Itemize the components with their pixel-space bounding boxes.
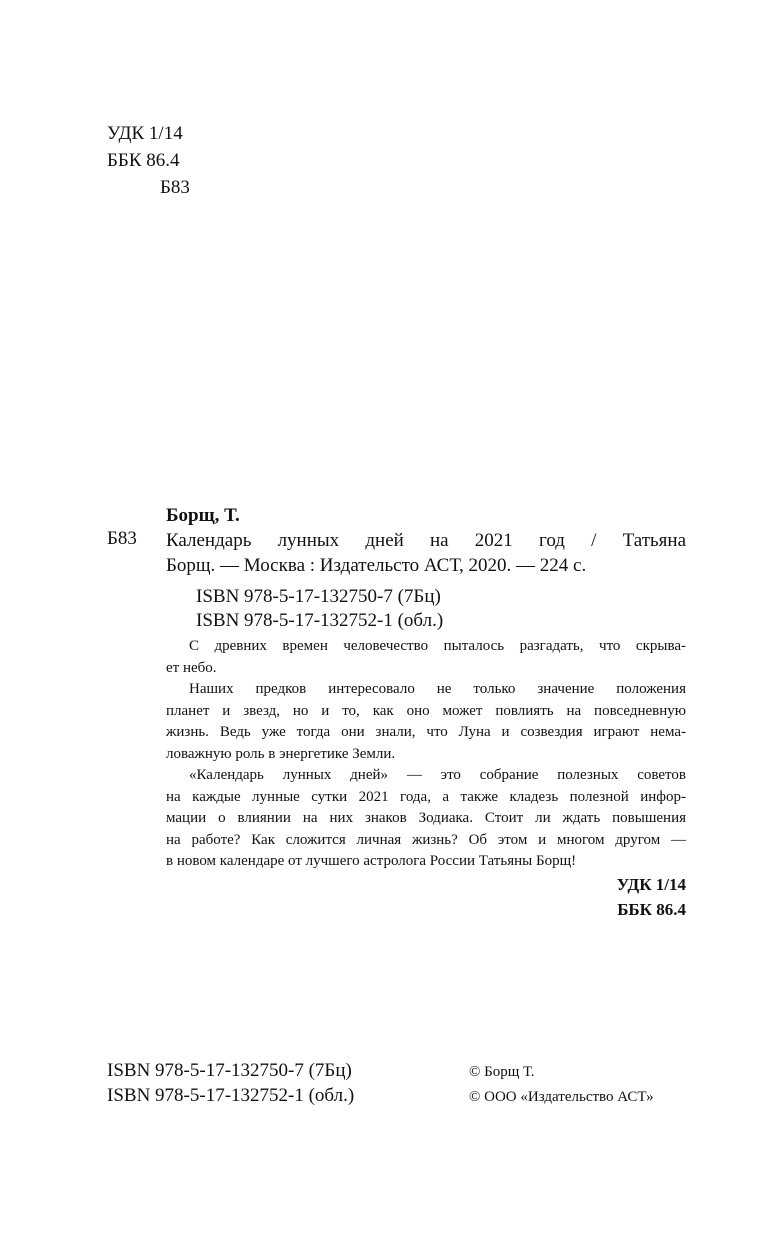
description-line: Календарь лунных дней на 2021 год / Татьяна <box>166 530 686 551</box>
cutter-code: Б83 <box>160 177 190 198</box>
index-codes <box>617 872 686 922</box>
bibliographic-description <box>166 528 686 578</box>
abstract-line: ловажную роль в энергетике Земли. <box>166 745 396 762</box>
classification-codes <box>107 120 190 201</box>
abstract <box>166 636 686 873</box>
abstract-line: мации о влиянии на них знаков Зодиака. Стоит ли ждать повышения <box>166 810 686 826</box>
copyright-author: © Борщ Т. <box>469 1064 535 1080</box>
abstract-line: жизнь. Ведь уже тогда они знали, что Луна и созвездия играют нема- <box>166 724 686 740</box>
description-line: Борщ. — Москва : Издательсто АСТ, 2020. — 224 с. <box>166 555 587 576</box>
footer-isbn-paperback: ISBN 978-5-17-132752-1 (обл.) <box>107 1085 355 1106</box>
abstract-line: на каждые лунные сутки 2021 года, а также кладезь полезной инфор- <box>166 788 686 805</box>
abstract-line: С древних времен человечество пыталось разгадать, что скрыва- <box>189 638 686 654</box>
bbk-index: ББК 86.4 <box>617 900 686 919</box>
udk-code: УДК 1/14 <box>107 123 183 144</box>
author-heading: Борщ, Т. <box>166 505 240 526</box>
abstract-line: планет и звезд, но и то, как оно может повлиять на повседневную <box>166 702 686 719</box>
abstract-line: на работе? Как сложится личная жизнь? Об этом и многом другом — <box>166 831 686 848</box>
isbn-list <box>196 585 443 633</box>
bbk-code: ББК 86.4 <box>107 150 180 171</box>
abstract-line: «Календарь лунных дней» — это собрание полезных советов <box>189 767 686 783</box>
copyright-publisher: © ООО «Издательство АСТ» <box>469 1089 654 1105</box>
copyright-notice <box>469 1060 654 1110</box>
footer-isbn-hardcover: ISBN 978-5-17-132750-7 (7Бц) <box>107 1060 352 1081</box>
udk-index: УДК 1/14 <box>616 875 686 894</box>
abstract-line: в новом календаре от лучшего астролога России Татьяны Борщ! <box>166 853 577 869</box>
footer-isbn <box>107 1058 354 1108</box>
isbn-hardcover: ISBN 978-5-17-132750-7 (7Бц) <box>196 586 441 607</box>
abstract-line: ет небо. <box>166 659 217 676</box>
abstract-line: Наших предков интересовало не только значение положения <box>189 681 686 697</box>
isbn-paperback: ISBN 978-5-17-132752-1 (обл.) <box>196 610 444 631</box>
cutter-mark: Б83 <box>107 528 137 549</box>
